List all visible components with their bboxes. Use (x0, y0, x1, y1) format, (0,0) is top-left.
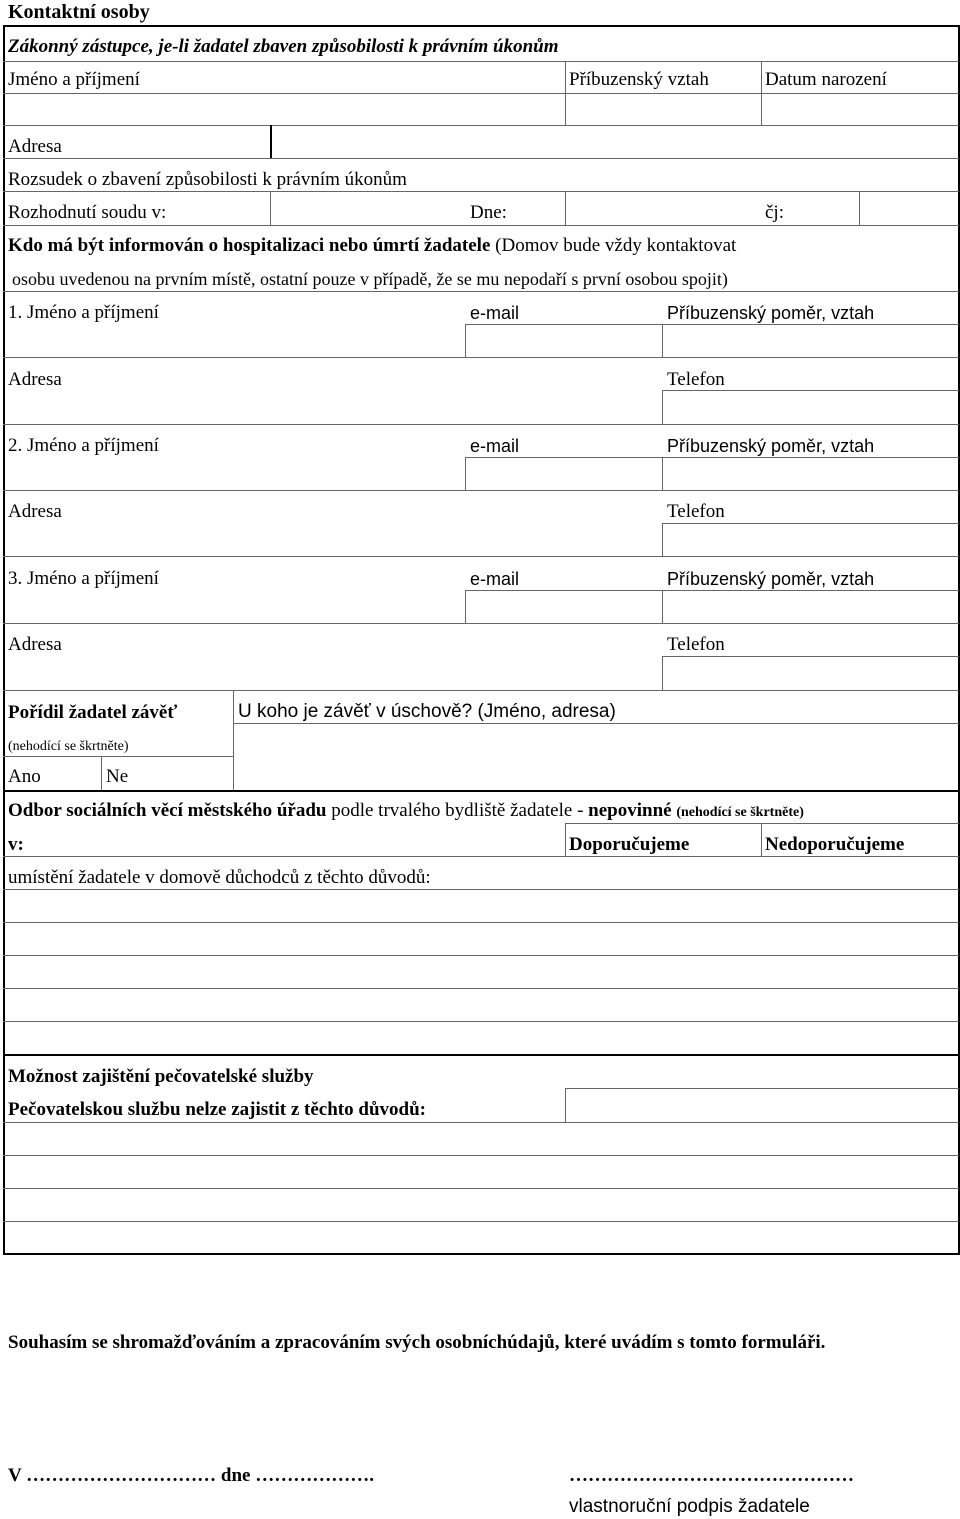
page-title: Kontaktní osoby (8, 1, 150, 23)
table-top-border (3, 25, 959, 27)
guardian-dob-field[interactable] (763, 94, 957, 124)
person2-name-label: 2. Jméno a příjmení (8, 435, 159, 456)
person2-address-label: Adresa (8, 501, 62, 522)
guardian-address-field[interactable] (273, 126, 957, 157)
person3-relation-field[interactable] (664, 591, 957, 622)
care-heading: Možnost zajištění pečovatelské služby (8, 1066, 314, 1087)
person3-address-field[interactable] (5, 657, 660, 689)
person1-name-field[interactable] (5, 325, 463, 356)
person3-address-label: Adresa (8, 634, 62, 655)
person2-phone-field[interactable] (664, 524, 957, 555)
person1-email-field[interactable] (467, 325, 661, 356)
person2-address-field[interactable] (5, 524, 660, 555)
will-no-option[interactable]: Ne (106, 766, 129, 787)
signature-line[interactable]: ……………………………………… (569, 1465, 854, 1486)
person2-relation-label: Příbuzenský poměr, vztah (667, 436, 875, 456)
person2-name-field[interactable] (5, 458, 463, 489)
guardian-heading: Zákonný zástupce, je-li žadatel zbaven způsobilosti k právním úkonům (8, 36, 559, 57)
person1-name-label: 1. Jméno a příjmení (8, 302, 159, 323)
person1-phone-field[interactable] (664, 391, 957, 423)
person3-phone-field[interactable] (664, 657, 957, 689)
court-ref-field[interactable] (861, 192, 957, 224)
recommend-option[interactable]: Doporučujeme (569, 834, 690, 855)
person1-relation-field[interactable] (664, 325, 957, 356)
court-label: Rozhodnutí soudu v: (8, 202, 167, 223)
person3-name-label: 3. Jméno a příjmení (8, 568, 159, 589)
not-recommend-option[interactable]: Nedoporučujeme (765, 834, 905, 855)
guardian-address-label: Adresa (8, 136, 62, 157)
will-label: Pořídil žadatel závěť (8, 702, 178, 723)
will-where-field[interactable] (235, 724, 957, 789)
person3-email-field[interactable] (467, 591, 661, 622)
table-left-border (3, 25, 5, 1254)
social-reason-label: umístění žadatele v domově důchodců z těchto důvodů: (8, 867, 431, 888)
person1-address-label: Adresa (8, 369, 62, 390)
notify-subheading: osobu uvedenou na prvním místě, ostatní pouze v případě, že se mu nepodaří s první osobou spojit) (12, 269, 728, 289)
will-note: (nehodící se škrtněte) (8, 739, 129, 754)
person1-email-label: e-mail (470, 303, 520, 323)
person2-relation-field[interactable] (664, 458, 957, 489)
guardian-relation-label: Příbuzenský vztah (569, 69, 709, 90)
will-where-label: U koho je závěť v úschově? (Jméno, adresa) (238, 701, 616, 722)
person1-address-field[interactable] (5, 391, 660, 423)
court-date-label: Dne: (470, 202, 507, 223)
signature-label: vlastnoruční podpis žadatele (569, 1496, 810, 1517)
consent-text: Souhasím se shromažďováním a zpracováním svých osobníchúdajů, které uvádím s tomto formuláři. (8, 1332, 826, 1353)
care-reason-label: Pečovatelskou službu nelze zajistit z těchto důvodů: (8, 1099, 426, 1120)
social-in-label: v: (8, 834, 24, 855)
person3-phone-label: Telefon (667, 634, 725, 655)
court-date-field[interactable] (567, 192, 759, 224)
notify-heading: Kdo má být informován o hospitalizaci nebo úmrtí žadatele (Domov bude vždy kontaktovat (8, 235, 737, 256)
person2-email-field[interactable] (467, 458, 661, 489)
person2-email-label: e-mail (470, 436, 520, 456)
court-field[interactable] (272, 192, 464, 224)
court-ref-label: čj: (765, 202, 784, 223)
social-reason-field[interactable] (5, 890, 957, 1053)
care-reason-field[interactable] (5, 1123, 957, 1252)
social-heading: Odbor sociálních věcí městského úřadu podle trvalého bydliště žadatele - nepovinné (nehodící se škrtněte) (8, 800, 804, 821)
person2-phone-label: Telefon (667, 501, 725, 522)
person3-relation-label: Příbuzenský poměr, vztah (667, 569, 875, 589)
table-bottom-border (3, 1253, 960, 1255)
guardian-verdict-label: Rozsudek o zbavení způsobilosti k právním úkonům (8, 169, 407, 190)
guardian-name-label: Jméno a příjmení (8, 69, 140, 90)
will-yes-option[interactable]: Ano (8, 766, 41, 787)
place-date-line[interactable]: V ………………………… dne ………………. (8, 1465, 374, 1486)
person1-phone-label: Telefon (667, 369, 725, 390)
person3-email-label: e-mail (470, 569, 520, 589)
person3-name-field[interactable] (5, 591, 463, 622)
guardian-dob-label: Datum narození (765, 69, 887, 90)
person1-relation-label: Příbuzenský poměr, vztah (667, 303, 875, 323)
guardian-name-field[interactable] (5, 94, 564, 124)
guardian-relation-field[interactable] (567, 94, 760, 124)
